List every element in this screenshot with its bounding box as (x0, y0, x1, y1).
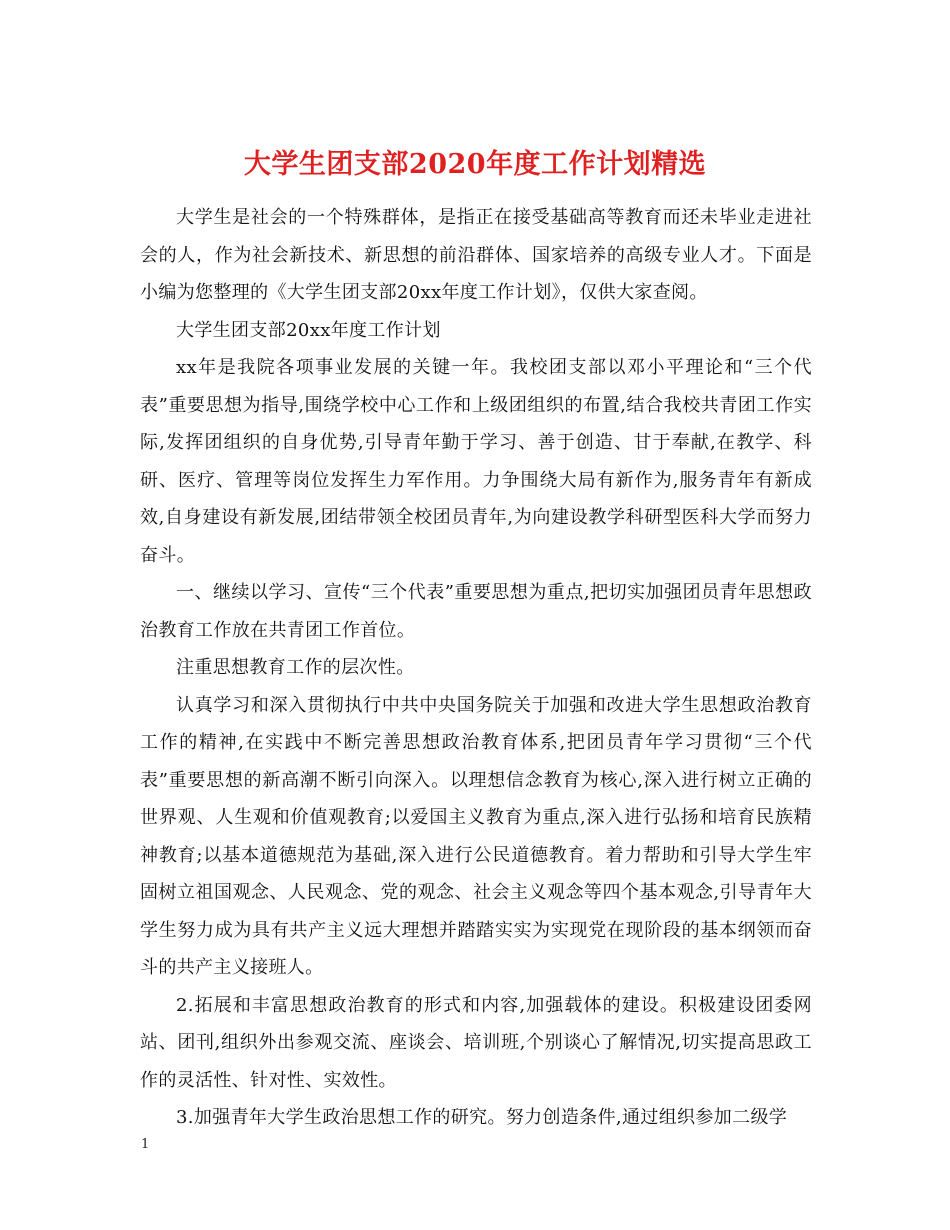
item-two-paragraph: 2.拓展和丰富思想政治教育的形式和内容,加强载体的建设。积极建设团委网站、团刊,组织外出参观交流、座谈会、培训班,个别谈心了解情况,切实提高思政工作的灵活性、针对性、实效性。 (140, 994, 812, 1091)
intro-paragraph: 大学生是社会的一个特殊群体，是指正在接受基础高等教育而还未毕业走进社会的人，作为社会新技术、新思想的前沿群体、国家培养的高级专业人才。下面是小编为您整理的《大学生团支部20xx年度工作计划》，仅供大家查阅。 (140, 207, 812, 303)
item-three-paragraph: 3.加强青年大学生政治思想工作的研究。努力创造条件,通过组织参加二级学 (176, 1107, 788, 1128)
subsection-heading: 注重思想教育工作的层次性。 (176, 657, 415, 678)
document-title: 大学生团支部2020年度工作计划精选 (243, 149, 707, 181)
page-number: 1 (141, 1137, 150, 1152)
document-body (140, 199, 812, 1137)
section-one-heading: 一、继续以学习、宣传“三个代表”重要思想为重点,把切实加强团员青年思想政治教育工作放在共青团工作首位。 (140, 582, 812, 641)
education-paragraph: 认真学习和深入贯彻执行中共中央国务院关于加强和改进大学生思想政治教育工作的精神,在实践中不断完善思想政治教育体系,把团员青年学习贯彻“三个代表”重要思想的新高潮不断引向深入。以理想信念教育为核心,深入进行树立正确的世界观、人生观和价值观教育;以爱国主义教育为重点,深入进行弘扬和培育民族精神教育;以基本道德规范为基础,深入进行公民道德教育。着力帮助和引导大学生牢固树立祖国观念、人民观念、党的观念、社会主义观念等四个基本观念,引导青年大学生努力成为具有共产主义远大理想并踏踏实实为实现党在现阶段的基本纲领而奋斗的共产主义接班人。 (140, 694, 812, 978)
plan-heading: 大学生团支部20xx年度工作计划 (176, 319, 441, 341)
overview-paragraph: xx年是我院各项事业发展的关键一年。我校团支部以邓小平理论和“三个代表”重要思想为指导,围绕学校中心工作和上级团组织的布置,结合我校共青团工作实际,发挥团组织的自身优势,引导青年勤于学习、善于创造、甘于奉献,在教学、科研、医疗、管理等岗位发挥生力军作用。力争围绕大局有新作为,服务青年有新成效,自身建设有新发展,团结带领全校团员青年,为向建设教学科研型医科大学而努力奋斗。 (140, 357, 812, 566)
